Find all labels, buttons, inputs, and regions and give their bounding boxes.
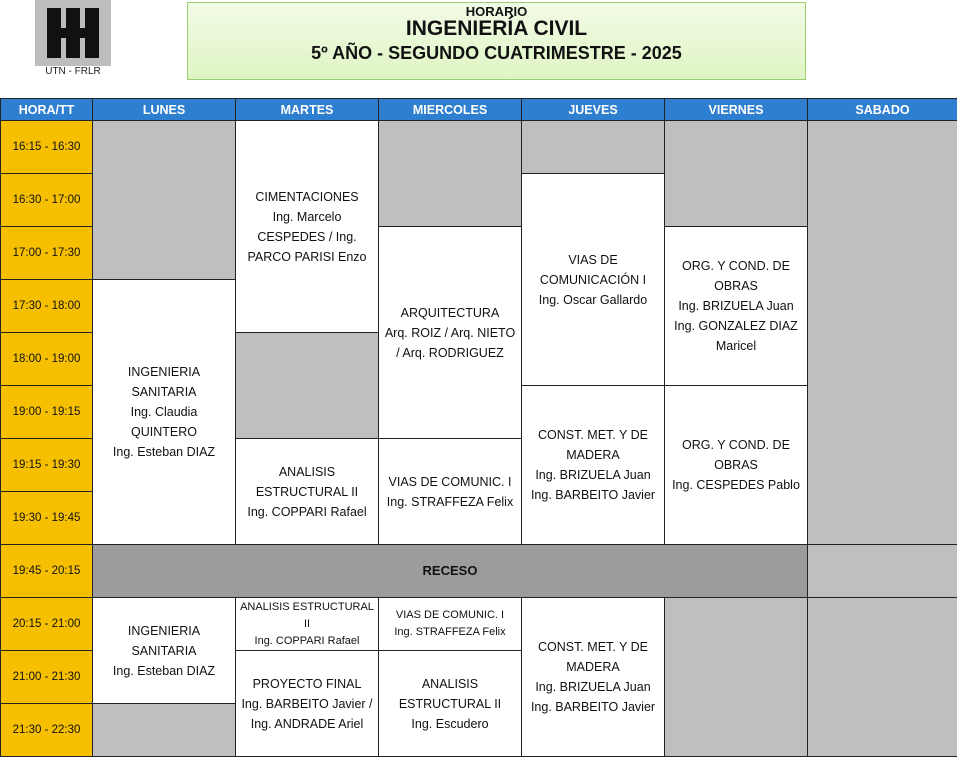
empty-slot: [807, 597, 957, 757]
class-block: ANALISIS ESTRUCTURAL II Ing. COPPARI Rafael: [235, 438, 379, 545]
time-slot: 17:00 - 17:30: [0, 226, 93, 280]
title-career: INGENIERÍA CIVIL: [405, 17, 588, 40]
time-slot: 18:00 - 19:00: [0, 332, 93, 386]
column-header-horatt: HORA/TT: [0, 98, 93, 121]
class-block: CONST. MET. Y DE MADERA Ing. BRIZUELA Juan Ing. BARBEITO Javier: [521, 385, 665, 545]
empty-slot: [664, 120, 808, 227]
class-block: ANALISIS ESTRUCTURAL II Ing. COPPARI Rafael: [235, 597, 379, 651]
time-slot: 21:00 - 21:30: [0, 650, 93, 704]
title-period: 5º AÑO - SEGUNDO CUATRIMESTRE - 2025: [311, 43, 682, 63]
time-slot: 20:15 - 21:00: [0, 597, 93, 651]
column-header-sabado: SABADO: [807, 98, 957, 121]
class-block: CONST. MET. Y DE MADERA Ing. BRIZUELA Juan Ing. BARBEITO Javier: [521, 597, 665, 757]
time-slot: 21:30 - 22:30: [0, 703, 93, 757]
column-header-jueves: JUEVES: [521, 98, 665, 121]
class-block: ARQUITECTURA Arq. ROIZ / Arq. NIETO / Arq. RODRIGUEZ: [378, 226, 522, 439]
class-block: VIAS DE COMUNIC. I Ing. STRAFFEZA Felix: [378, 597, 522, 651]
class-block: ANALISIS ESTRUCTURAL II Ing. Escudero: [378, 650, 522, 757]
empty-slot: [807, 120, 957, 545]
class-block: VIAS DE COMUNICACIÓN I Ing. Oscar Gallardo: [521, 173, 665, 386]
receso-band: RECESO: [92, 544, 808, 598]
time-slot: 17:30 - 18:00: [0, 279, 93, 333]
time-slot: 16:15 - 16:30: [0, 120, 93, 174]
empty-slot: [664, 597, 808, 757]
empty-slot: [92, 120, 236, 280]
class-block: ORG. Y COND. DE OBRAS Ing. BRIZUELA Juan Ing. GONZALEZ DIAZ Maricel: [664, 226, 808, 386]
empty-slot: [521, 120, 665, 174]
logo-caption: UTN - FRLR: [45, 66, 101, 77]
time-slot: 16:30 - 17:00: [0, 173, 93, 227]
time-slot: 19:30 - 19:45: [0, 491, 93, 545]
class-block: PROYECTO FINAL Ing. BARBEITO Javier / Ing. ANDRADE Ariel: [235, 650, 379, 757]
time-slot: 19:15 - 19:30: [0, 438, 93, 492]
class-block: INGENIERIA SANITARIA Ing. Claudia QUINTERO Ing. Esteban DIAZ: [92, 279, 236, 545]
class-block: INGENIERIA SANITARIA Ing. Esteban DIAZ: [92, 597, 236, 704]
time-slot: 19:45 - 20:15: [0, 544, 93, 598]
empty-slot: [378, 120, 522, 227]
empty-slot: [235, 332, 379, 439]
time-slot: 19:00 - 19:15: [0, 385, 93, 439]
class-block: VIAS DE COMUNIC. I Ing. STRAFFEZA Felix: [378, 438, 522, 545]
title-horario: HORARIO: [465, 4, 528, 19]
column-header-martes: MARTES: [235, 98, 379, 121]
column-header-viernes: VIERNES: [664, 98, 808, 121]
column-header-lunes: LUNES: [92, 98, 236, 121]
empty-slot: [92, 703, 236, 757]
column-header-miercoles: MIERCOLES: [378, 98, 522, 121]
class-block: CIMENTACIONES Ing. Marcelo CESPEDES / Ing. PARCO PARISI Enzo: [235, 120, 379, 333]
empty-slot: [807, 544, 957, 598]
class-block: ORG. Y COND. DE OBRAS Ing. CESPEDES Pablo: [664, 385, 808, 545]
